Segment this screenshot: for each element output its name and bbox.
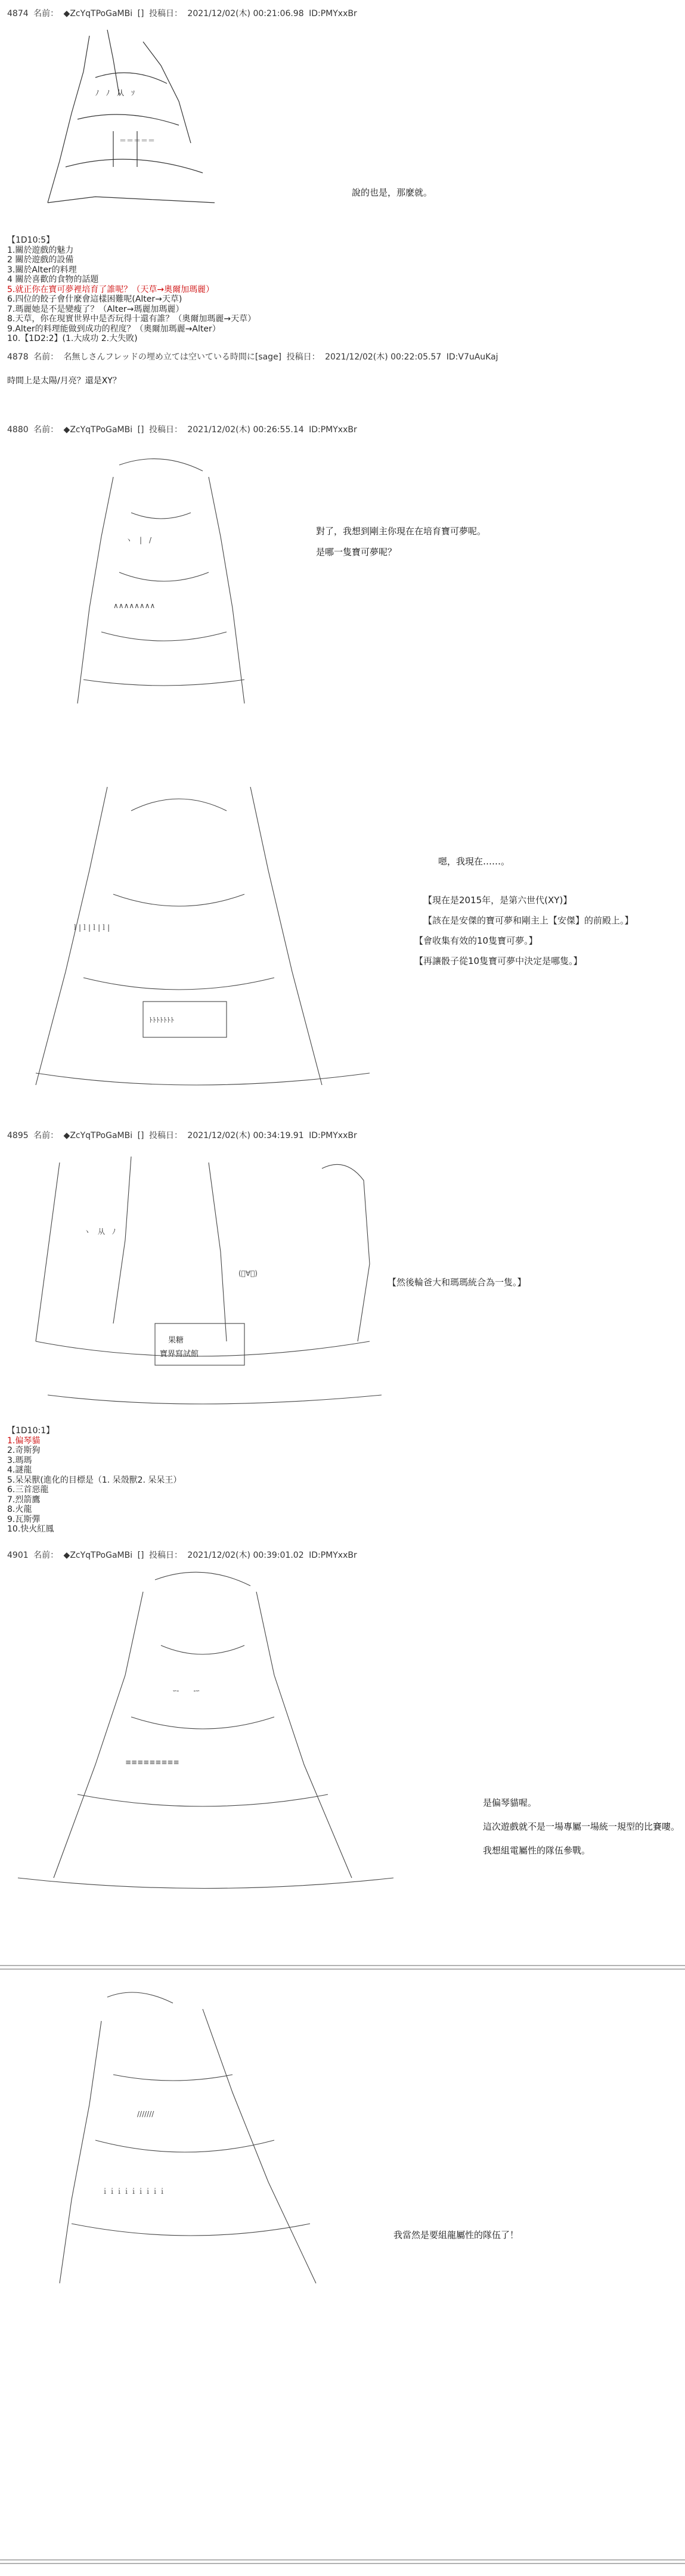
- poster-name: ◆ZcYqTPoGaMBi: [63, 1551, 133, 1560]
- narration-note: 【然後輪爸大和瑪瑪統合為一隻。】: [388, 1277, 526, 1288]
- name-label: 名前：: [33, 352, 59, 362]
- poster-id[interactable]: ID:PMYxxBr: [309, 9, 357, 18]
- svg-text:///////: ///////: [137, 2110, 154, 2118]
- list-item-highlighted: 5.就正你在寶可夢裡培育了誰呢？（天草→奧爾加瑪麗）: [7, 284, 215, 295]
- ascii-art-character: [6, 1568, 405, 1902]
- list-item: 10.快火紅鳳: [7, 1524, 54, 1534]
- post-date: 2021/12/02(木) 00:21:06.98: [187, 9, 304, 18]
- date-label: 投稿日：: [286, 352, 320, 362]
- id-box: []: [137, 1551, 144, 1560]
- poster-id[interactable]: ID:PMYxxBr: [309, 1131, 357, 1140]
- name-label: 名前：: [33, 1131, 59, 1140]
- poster-name: ◆ZcYqTPoGaMBi: [63, 425, 133, 435]
- list-item: 2.奇斯狗: [7, 1446, 41, 1455]
- post-number[interactable]: 4901: [7, 1551, 29, 1560]
- id-box: []: [137, 425, 144, 435]
- date-label: 投稿日：: [148, 425, 182, 435]
- list-item-highlighted: 1.偏琴貓: [7, 1436, 41, 1446]
- svg-text:∧∧∧∧∧∧∧∧: ∧∧∧∧∧∧∧∧: [113, 602, 156, 610]
- list-item: 1.關於遊戲的魅力: [7, 245, 74, 255]
- svg-text:ﾄﾄﾄﾄﾄﾄﾄ: ﾄﾄﾄﾄﾄﾄﾄ: [149, 1016, 175, 1024]
- svg-text:(ﾟ∀ﾟ): (ﾟ∀ﾟ): [238, 1269, 258, 1278]
- post-date: 2021/12/02(木) 00:34:19.91: [187, 1131, 304, 1140]
- dialog-text: 這次遊戲就不是一場專屬一場統一規型的比賽嘍。: [483, 1821, 680, 1832]
- svg-text:＝＝＝＝＝: ＝＝＝＝＝: [119, 137, 156, 145]
- ascii-art-character: [54, 1985, 334, 2289]
- art-caption: 果糖: [168, 1336, 184, 1345]
- dialog-text: 是哪一隻寶可夢呢？: [316, 547, 397, 557]
- post-number[interactable]: 4878: [7, 352, 29, 362]
- post-date: 2021/12/02(木) 00:22:05.57: [325, 352, 442, 362]
- name-label: 名前：: [33, 9, 59, 18]
- date-label: 投稿日：: [148, 1551, 182, 1560]
- poster-name: 名無しさんフレッドの埋め立ては空いている時間に[sage]: [63, 352, 282, 362]
- id-box: []: [137, 1131, 144, 1140]
- list-item: 4.謎龍: [7, 1465, 32, 1475]
- list-item: 10.【1D2:2】(1.大成功 2.大失敗): [7, 334, 138, 343]
- separator-rule: [0, 1963, 685, 1976]
- list-item: 6.三首惡龍: [7, 1485, 49, 1495]
- narration-note: 【會收集有效的10隻寶可夢。】: [414, 935, 538, 946]
- dialog-text: 是偏琴貓喔。: [483, 1797, 537, 1808]
- post-number[interactable]: 4895: [7, 1131, 29, 1140]
- post-header: [7, 423, 359, 435]
- post-number[interactable]: 4880: [7, 425, 29, 435]
- id-box: []: [137, 9, 144, 18]
- poster-name: ◆ZcYqTPoGaMBi: [63, 1131, 133, 1140]
- svg-text:ヽ 从 ﾉ: ヽ 从 ﾉ: [83, 1227, 116, 1236]
- list-item: 6.四位的餃子會什麼會這樣困難呢(Alter→天草): [7, 295, 182, 304]
- ascii-art-scene: [12, 1145, 393, 1419]
- choice-list: [7, 235, 256, 344]
- date-label: 投稿日：: [148, 9, 182, 18]
- name-label: 名前：: [33, 1551, 59, 1560]
- poster-id[interactable]: ID:V7uAuKaj: [446, 352, 498, 362]
- svg-text:ｰ‐ ‐ｰ: ｰ‐ ‐ｰ: [173, 1687, 200, 1695]
- dialog-text: 我想組電屬性的隊伍參戰。: [483, 1845, 591, 1856]
- svg-text:ｉｉｉｉｉｉｉｉｉ: ｉｉｉｉｉｉｉｉｉ: [101, 2187, 166, 2196]
- list-item: 8.火龍: [7, 1505, 32, 1514]
- list-item: 3.瑪瑪: [7, 1455, 32, 1465]
- art-caption: 寶界寫試館: [160, 1350, 199, 1359]
- list-item: 4 關於喜歡的食物的話題: [7, 275, 99, 284]
- list-item: 【1D10:1】: [7, 1426, 55, 1436]
- dialog-text: 我當然是要組龍屬性的隊伍了！: [393, 2230, 519, 2240]
- list-item: 5.呆呆獸(進化的目標是（1. 呆殼獸2. 呆呆王）: [7, 1475, 182, 1485]
- poster-id[interactable]: ID:PMYxxBr: [309, 1551, 357, 1560]
- ascii-art-character: [24, 24, 262, 221]
- svg-text:ヽ | /: ヽ | /: [125, 536, 152, 544]
- narration-note: 【該在是安傑的寶可夢和剛主上【安傑】的前殿上。】: [423, 915, 634, 926]
- ascii-art-character: [66, 453, 262, 709]
- ascii-art-scene: [12, 775, 382, 1103]
- svg-text:ﾉ ﾉ 从 ｿ: ﾉ ﾉ 从 ｿ: [95, 89, 135, 97]
- narration-note: 【現在是2015年，是第六世代(XY)】: [423, 895, 572, 906]
- post-header: [7, 7, 359, 19]
- poster-id[interactable]: ID:PMYxxBr: [309, 425, 357, 435]
- svg-text:≡≡≡≡≡≡≡≡≡: ≡≡≡≡≡≡≡≡≡: [125, 1758, 179, 1766]
- list-item: 8.天草，你在現實世界中是否玩得十還有誰？（奧爾加瑪麗→天草）: [7, 314, 256, 324]
- list-item: 3.關於Alter的料理: [7, 265, 77, 275]
- poster-name: ◆ZcYqTPoGaMBi: [63, 9, 133, 18]
- post-header: [7, 1129, 359, 1141]
- post-header: [7, 1549, 359, 1561]
- name-label: 名前：: [33, 425, 59, 435]
- dialog-text: 對了，我想到剛主你現在在培育寶可夢呢。: [316, 526, 486, 537]
- choice-list: [7, 1426, 181, 1535]
- list-item: 2 關於遊戲的設備: [7, 255, 74, 265]
- list-item: 【1D10:5】: [7, 235, 55, 245]
- date-label: 投稿日：: [148, 1131, 182, 1140]
- post-header: [7, 351, 501, 362]
- separator-rule: [0, 2558, 685, 2571]
- svg-text:ｌ|ｌ|ｌ|ｌ|: ｌ|ｌ|ｌ|ｌ|: [72, 923, 110, 932]
- dialog-text: 說的也是，那麼就。: [352, 187, 433, 198]
- post-body: 時間上是太陽/月亮？還是XY？: [7, 376, 121, 386]
- list-item: 7.瑪麗她是不是變瘦了？（Alter→瑪麗加瑪麗）: [7, 304, 184, 314]
- dialog-text: 嗯，我現在……。: [438, 856, 510, 867]
- narration-note: 【再讓骰子從10隻寶可夢中決定是哪隻。】: [414, 956, 582, 966]
- post-number[interactable]: 4874: [7, 9, 29, 18]
- list-item: 7.烈箭鷹: [7, 1495, 41, 1505]
- list-item: 9.瓦斯彈: [7, 1514, 41, 1524]
- post-date: 2021/12/02(木) 00:26:55.14: [187, 425, 304, 435]
- list-item: 9.Alter的料理能做到成功的程度？（奧爾加瑪麗→Alter）: [7, 324, 221, 334]
- post-date: 2021/12/02(木) 00:39:01.02: [187, 1551, 304, 1560]
